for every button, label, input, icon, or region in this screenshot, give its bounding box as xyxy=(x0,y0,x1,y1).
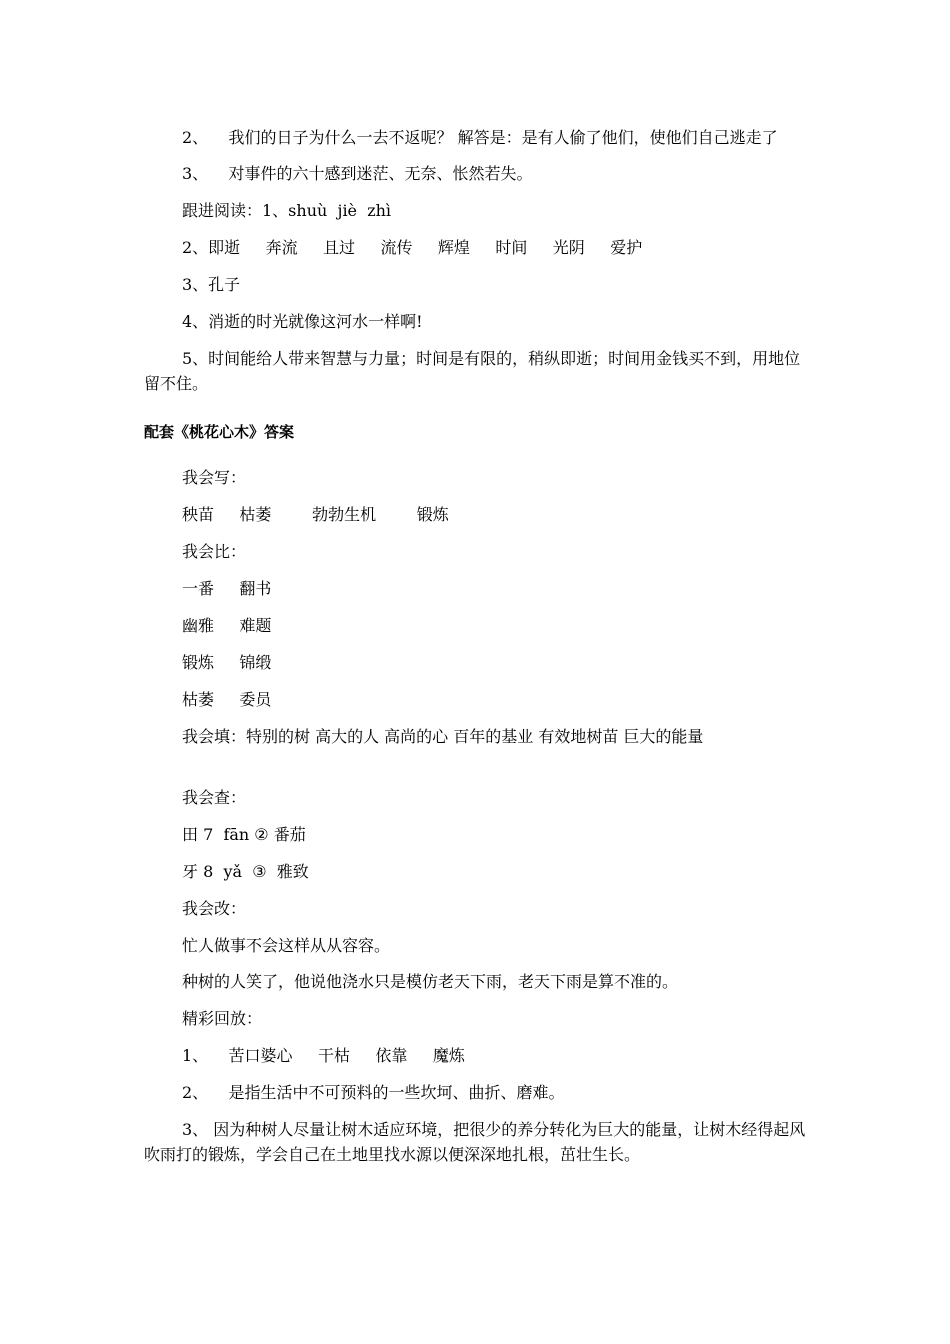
answer-line-3: 3、 对事件的六十感到迷茫、无奈、怅然若失。 xyxy=(182,164,533,183)
review-row: 3、 因为种树人尽量让树木适应环境，把很少的养分转化为巨大的能量，让树木经得起风吹雨打的锻炼，学会自己在土地里找水源以便深深地扎根，茁壮生长。 xyxy=(144,1120,806,1164)
review-row: 2、 是指生活中不可预料的一些坎坷、曲折、磨难。 xyxy=(182,1083,565,1102)
compare-row: 一番 翻书 xyxy=(182,579,272,598)
compare-row: 锻炼 锦缎 xyxy=(182,653,272,672)
section-title: 配套《桃花心木》答案 xyxy=(144,423,295,441)
check-label: 我会查： xyxy=(182,788,247,807)
fill-answers: 我会填：特别的树 高大的人 高尚的心 百年的基业 有效地树苗 巨大的能量 xyxy=(182,727,704,746)
compare-row: 幽雅 难题 xyxy=(182,616,272,635)
answer-line-2: 2、 我们的日子为什么一去不返呢？ 解答是：是有人偷了他们，使他们自己逃走了 xyxy=(182,128,778,147)
follow-reading-2: 2、即逝 奔流 且过 流传 辉煌 时间 光阴 爱护 xyxy=(182,238,643,257)
write-label: 我会写： xyxy=(182,468,247,487)
follow-reading-line: 跟进阅读：1、shuù jiè zhì xyxy=(182,201,392,220)
compare-row: 枯萎 委员 xyxy=(182,690,272,709)
follow-reading-3: 3、孔子 xyxy=(182,275,241,294)
review-row: 1、 苦口婆心 干枯 依靠 魔炼 xyxy=(182,1046,465,1065)
revise-row: 忙人做事不会这样从从容容。 xyxy=(182,936,391,955)
check-row: 牙 8 yǎ ③ 雅致 xyxy=(182,862,309,881)
check-row: 田 7 fān ② 番茄 xyxy=(182,825,306,844)
compare-label: 我会比： xyxy=(182,542,247,561)
write-words: 秧苗 枯萎 勃勃生机 锻炼 xyxy=(182,505,449,524)
revise-label: 我会改： xyxy=(182,899,247,918)
revise-row: 种树的人笑了，他说他浇水只是模仿老天下雨，老天下雨是算不准的。 xyxy=(182,972,679,991)
review-label: 精彩回放： xyxy=(182,1009,263,1028)
follow-reading-5: 5、时间能给人带来智慧与力量；时间是有限的，稍纵即逝；时间用金钱买不到，用地位留不住。 xyxy=(144,349,801,393)
follow-reading-4: 4、消逝的时光就像这河水一样啊! xyxy=(182,312,423,331)
